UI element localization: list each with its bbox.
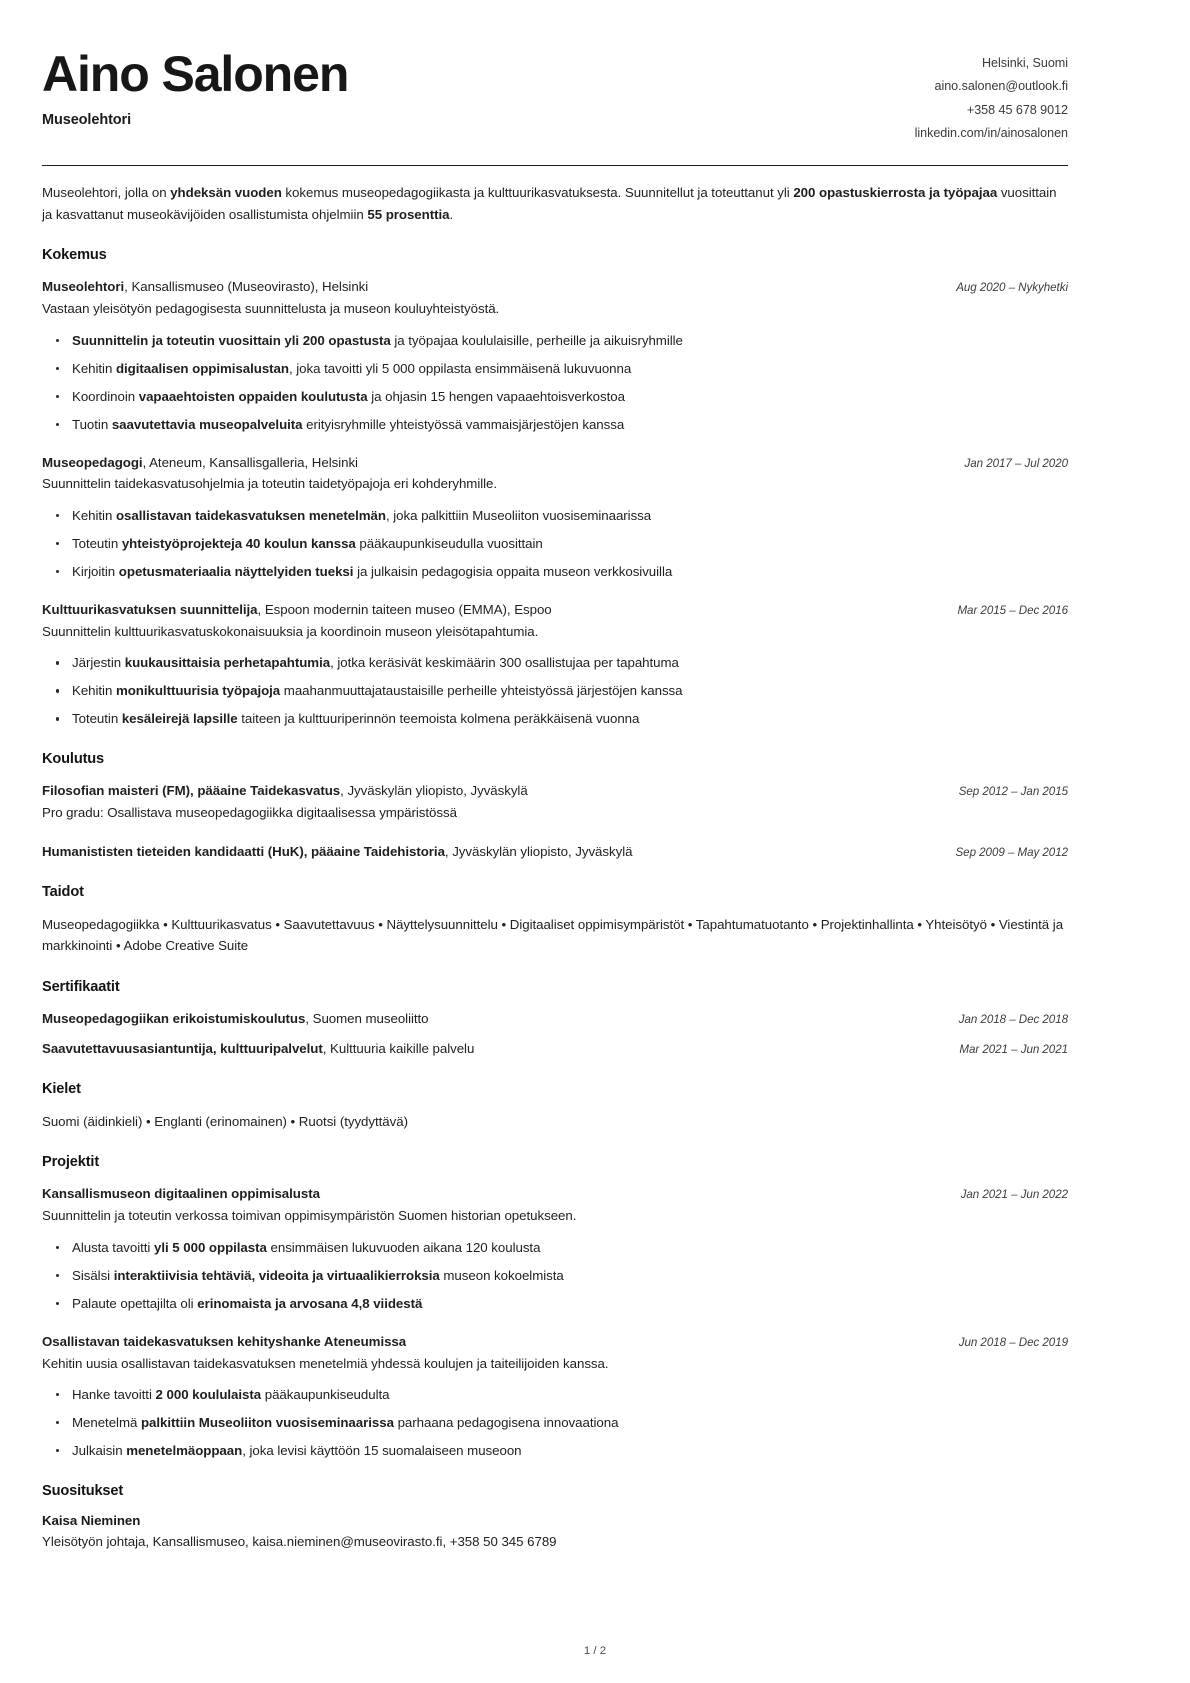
bullet-bold: yhteistyöprojekteja 40 koulun kanssa: [121, 536, 356, 552]
project-summary: Suunnittelin ja toteutin verkossa toimivan oppimisympäristön Suomen historian opetukseen.: [42, 1208, 577, 1224]
contact-linkedin[interactable]: linkedin.com/in/ainosalonen: [914, 125, 1068, 140]
bullet-bold: monikulttuurisia työpajoja: [115, 683, 281, 699]
bullet-item: Sisälsi interaktiivisia tehtäviä, videoita ja virtuaalikierroksia museon kokoelmista: [72, 1266, 1068, 1286]
page-footer: [0, 1645, 1190, 1657]
summary-text-1: Museolehtori, jolla on: [42, 185, 171, 201]
bullet-bold: opetusmateriaalia näyttelyiden tueksi: [118, 563, 354, 579]
summary-bold-2: 200 opastuskierrosta ja työpajaa: [793, 185, 998, 201]
entry-head: [42, 277, 1068, 297]
contact-email[interactable]: aino.salonen@outlook.fi: [934, 79, 1068, 94]
section-title-experience: Kokemus: [42, 247, 107, 264]
experience-date: Jan 2017 – Jul 2020: [964, 456, 1068, 470]
entry-head: [42, 1332, 1068, 1352]
bullet-item: Julkaisin menetelmäoppaan, joka levisi käyttöön 15 suomalaiseen museoon: [72, 1441, 1068, 1461]
contact-phone[interactable]: +358 45 678 9012: [966, 102, 1068, 117]
bullet-bold: interaktiivisia tehtäviä, videoita ja virtuaalikierroksia: [113, 1267, 440, 1283]
bullet-item: Koordinoin vapaaehtoisten oppaiden koulutusta ja ohjasin 15 hengen vapaaehtoisverkostoa: [72, 387, 1068, 407]
entry-head: [42, 781, 1068, 801]
project-name: [42, 1332, 406, 1352]
education-entry: [42, 842, 1068, 862]
project-name-bold: Kansallismuseon digitaalinen oppimisalusta: [42, 1186, 320, 1202]
summary-bold-3: 55 prosenttia: [367, 206, 450, 222]
certificate-date: Mar 2021 – Jun 2021: [959, 1042, 1068, 1056]
reference-entry: [42, 1513, 1068, 1552]
section-title-languages: Kielet: [42, 1080, 81, 1097]
project-name-bold: Osallistavan taidekasvatuksen kehityshanke Ateneumissa: [42, 1333, 407, 1349]
bullet-item: Tuotin saavutettavia museopalveluita erityisryhmille yhteistyössä vammaisjärjestöjen kanssa: [72, 415, 1068, 435]
summary-text-3: vuosittain ja kasvattanut museokävijöiden osallistumista ohjelmiin: [42, 185, 1057, 222]
certificate-name-bold: Saavutettavuusasiantuntija, kulttuuripalvelut: [42, 1040, 323, 1056]
project-summary: Kehitin uusia osallistavan taidekasvatuksen menetelmiä yhdessä koulujen ja taiteilijoiden kanssa.: [42, 1355, 609, 1371]
certificate-name: Museopedagogiikan erikoistumiskoulutus, Suomen museoliitto: [42, 1010, 429, 1026]
bullet-item: Toteutin kesäleirejä lapsille taiteen ja kulttuuriperinnön teemoista kolmena peräkkäisenä vuonna: [72, 709, 1068, 729]
bullet-bold: kesäleirejä lapsille: [121, 711, 238, 727]
section-skills: [42, 884, 1068, 957]
education-entry: [42, 781, 1068, 824]
languages-text: Suomi (äidinkieli) • Englanti (erinomainen) • Ruotsi (tyydyttävä): [42, 1113, 408, 1129]
experience-list: [42, 277, 1068, 729]
summary-bold-1: yhdeksän vuoden: [170, 185, 282, 201]
bullet-bold: Suunnittelin ja toteutin vuosittain yli 200 opastusta: [72, 332, 391, 348]
project-bullets: [42, 1238, 1068, 1314]
bullet-item: Menetelmä palkittiin Museoliiton vuosiseminaarissa parhaana pedagogisena innovaationa: [72, 1413, 1068, 1433]
education-degree-bold: Humanististen tieteiden kandidaatti (HuK), pääaine Taidehistoria: [42, 843, 445, 859]
header-divider: [42, 165, 1068, 166]
experience-summary: Suunnittelin taidekasvatusohjelmia ja toteutin taidetyöpajoja eri kohderyhmille.: [42, 476, 498, 492]
section-education: [42, 751, 1068, 861]
bullet-bold: 2 000 koululaista: [155, 1387, 262, 1403]
bullet-bold: menetelmäoppaan: [126, 1443, 243, 1458]
certificate-name: Saavutettavuusasiantuntija, kulttuuripalvelut, Kulttuuria kaikille palvelu: [42, 1040, 475, 1056]
bullet-bold: digitaalisen oppimisalustan: [115, 360, 289, 376]
section-references: [42, 1483, 1068, 1552]
bullet-item: Palaute opettajilta oli erinomaista ja arvosana 4,8 viidestä: [72, 1294, 1068, 1314]
section-title-education: Koulutus: [42, 751, 105, 768]
project-name: [42, 1184, 320, 1204]
experience-date: Aug 2020 – Nykyhetki: [956, 281, 1068, 295]
section-languages: [42, 1081, 1068, 1133]
candidate-name: Aino Salonen: [42, 46, 349, 102]
summary-text-4: .: [449, 206, 454, 222]
contact-block: [915, 44, 1068, 145]
section-title-skills: Taidot: [42, 883, 84, 900]
bullet-item: Suunnittelin ja toteutin vuosittain yli 200 opastusta ja työpajaa koululaisille, perheille ja aikuisryhmille: [72, 331, 1068, 351]
experience-role: Museolehtori, Kansallismuseo (Museovirasto), Helsinki: [42, 279, 369, 295]
education-list: [42, 781, 1068, 861]
experience-entry: [42, 600, 1068, 729]
certificate-name-bold: Museopedagogiikan erikoistumiskoulutus: [42, 1010, 306, 1026]
section-experience: [42, 247, 1068, 729]
certificate-row: [42, 1009, 1068, 1029]
entry-head: [42, 600, 1068, 620]
page-indicator: 1 / 2: [583, 1645, 607, 1657]
references-list: [42, 1513, 1068, 1552]
project-date: Jun 2018 – Dec 2019: [958, 1335, 1068, 1349]
project-date: Jan 2021 – Jun 2022: [960, 1188, 1068, 1202]
experience-role-bold: Kulttuurikasvatuksen suunnittelija: [42, 601, 258, 617]
bullet-bold: vapaaehtoisten oppaiden koulutusta: [138, 388, 368, 404]
project-bullets: [42, 1385, 1068, 1461]
candidate-job-title: Museolehtori: [42, 112, 132, 128]
header-identity: [42, 44, 348, 128]
education-detail: Pro gradu: Osallistava museopedagogiikka digitaalisessa ympäristössä: [42, 805, 457, 821]
experience-summary: Vastaan yleisötyön pedagogisesta suunnittelusta ja museon kouluyhteistyöstä.: [42, 301, 500, 317]
section-title-certificates: Sertifikaatit: [42, 978, 120, 995]
bullet-bold: yli 5 000 oppilasta: [153, 1239, 267, 1255]
experience-role: Museopedagogi, Ateneum, Kansallisgalleria, Helsinki: [42, 454, 358, 470]
experience-role: Kulttuurikasvatuksen suunnittelija, Espoon modernin taiteen museo (EMMA), Espoo: [42, 601, 552, 617]
entry-head: [42, 453, 1068, 473]
reference-name: Kaisa Nieminen: [42, 1512, 141, 1528]
education-degree: Filosofian maisteri (FM), pääaine Taidekasvatus, Jyväskylän yliopisto, Jyväskylä: [42, 783, 528, 799]
certificate-row: [42, 1039, 1068, 1059]
bullet-item: Kirjoitin opetusmateriaalia näyttelyiden tueksi ja julkaisin pedagogisia oppaita museon verkkosivuilla: [72, 562, 1068, 582]
entry-head: [42, 842, 1068, 862]
education-date: Sep 2012 – Jan 2015: [958, 785, 1068, 799]
contact-location: Helsinki, Suomi: [981, 56, 1068, 70]
experience-bullets: [42, 653, 1068, 729]
bullet-bold: erinomaista ja arvosana 4,8 viidestä: [197, 1295, 423, 1311]
bullet-item: Kehitin osallistavan taidekasvatuksen menetelmän, joka palkittiin Museoliiton vuosiseminaarissa: [72, 506, 1068, 526]
bullet-item: Järjestin kuukausittaisia perhetapahtumia, jotka keräsivät keskimäärin 300 osallistujaa per tapahtuma: [72, 653, 1068, 673]
projects-list: [42, 1184, 1068, 1461]
section-title-projects: Projektit: [42, 1154, 100, 1171]
project-entry: [42, 1184, 1068, 1313]
experience-bullets: [42, 506, 1068, 582]
summary-text-2: kokemus museopedagogiikasta ja kulttuurikasvatuksesta. Suunnitellut ja toteuttanut yli: [281, 185, 794, 201]
education-date: Sep 2009 – May 2012: [955, 845, 1068, 859]
bullet-item: Hanke tavoitti 2 000 koululaista pääkaupunkiseudulta: [72, 1385, 1068, 1405]
certificate-date: Jan 2018 – Dec 2018: [958, 1012, 1068, 1026]
bullet-bold: saavutettavia museopalveluita: [111, 416, 303, 432]
project-entry: [42, 1332, 1068, 1461]
bullet-item: Kehitin monikulttuurisia työpajoja maahanmuuttajataustaisille perheille yhteistyössä järjestöjen kanssa: [72, 681, 1068, 701]
profile-summary: [42, 182, 1068, 225]
education-degree: Humanististen tieteiden kandidaatti (HuK), pääaine Taidehistoria, Jyväskylän yliopisto, Jyväskylä: [42, 843, 633, 859]
resume-header: [42, 44, 1068, 145]
experience-entry: [42, 277, 1068, 434]
section-title-references: Suositukset: [42, 1482, 124, 1499]
bullet-item: Alusta tavoitti yli 5 000 oppilasta ensimmäisen lukuvuoden aikana 120 koulusta: [72, 1238, 1068, 1258]
bullet-bold: osallistavan taidekasvatuksen menetelmän: [115, 508, 386, 524]
certificates-list: [42, 1009, 1068, 1059]
experience-role-bold: Museopedagogi: [42, 454, 143, 470]
bullet-bold: palkittiin Museoliiton vuosiseminaarissa: [140, 1415, 394, 1431]
education-degree-bold: Filosofian maisteri (FM), pääaine Taidekasvatus: [42, 783, 341, 799]
bullet-item: Kehitin digitaalisen oppimisalustan, joka tavoitti yli 5 000 oppilasta ensimmäisenä lukuvuonna: [72, 359, 1068, 379]
experience-summary: Suunnittelin kulttuurikasvatuskokonaisuuksia ja koordinoin museon yleisötapahtumia.: [42, 623, 539, 639]
experience-entry: [42, 453, 1068, 582]
skills-text: Museopedagogiikka • Kulttuurikasvatus • Saavutettavuus • Näyttelysuunnittelu • Digitaaliset oppimisympäristöt • Tapahtumatuotanto • Projektinhallinta • Yhteisötyö • Viestintä ja markkinointi • Adobe Creative Suite: [42, 916, 1064, 954]
reference-detail: Yleisötyön johtaja, Kansallismuseo, kaisa.nieminen@museovirasto.fi, +358 50 345 6789: [42, 1533, 557, 1549]
section-certificates: [42, 979, 1068, 1059]
experience-date: Mar 2015 – Dec 2016: [957, 603, 1068, 617]
bullet-bold: kuukausittaisia perhetapahtumia: [124, 655, 331, 671]
experience-role-bold: Museolehtori: [42, 279, 125, 295]
experience-bullets: [42, 331, 1068, 435]
bullet-item: Toteutin yhteistyöprojekteja 40 koulun kanssa pääkaupunkiseudulla vuosittain: [72, 534, 1068, 554]
entry-head: [42, 1184, 1068, 1204]
section-projects: [42, 1154, 1068, 1461]
